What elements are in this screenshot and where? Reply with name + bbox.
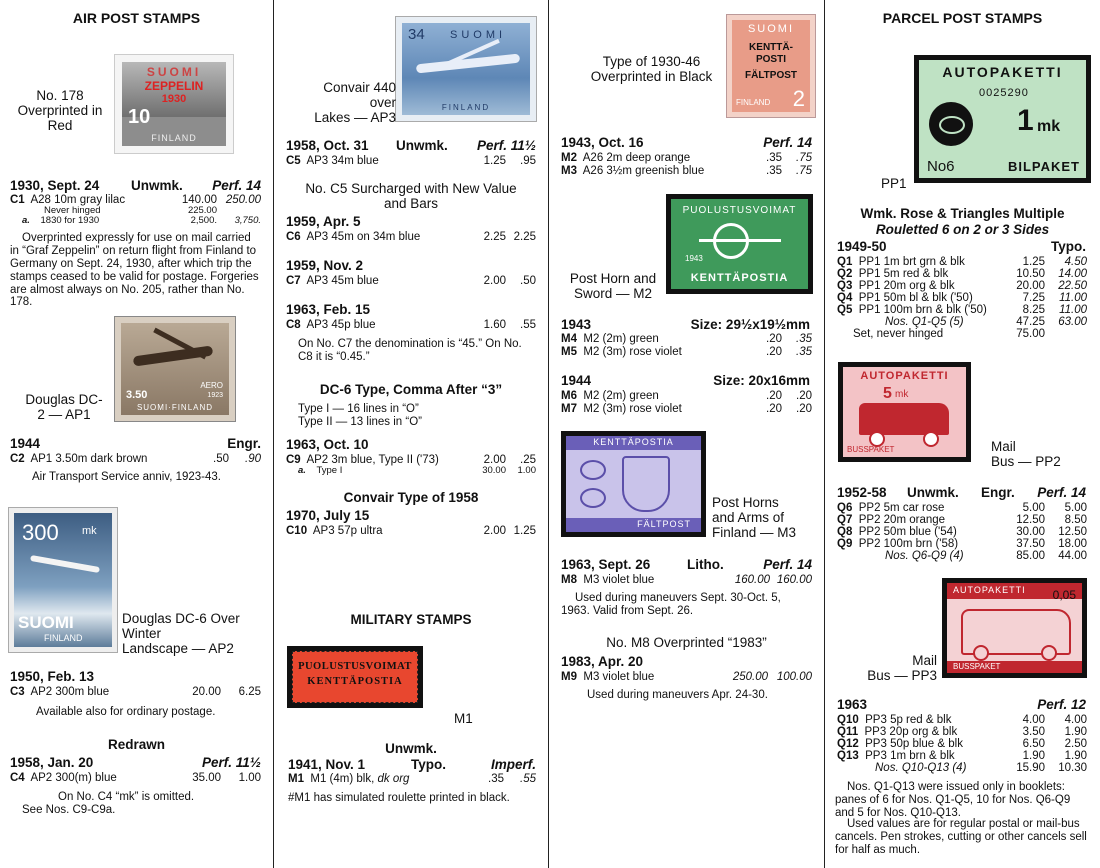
watermark: Unwmk. [131,178,183,193]
catalog-row-subnote: Never hinged 225.00 [44,205,217,216]
note: Overprinted expressly for use on mail carried in “Graf Zeppelin” on return flight from Finland to Germany on Sept. 24, 1930, after which trip the stamps ceased to be valid for postage. Forgeries are almost always on No. 205, rather than No. 178. [10,232,259,309]
stamp-text: No6 [927,157,955,175]
stamp-size: Size: 20x16mm [713,373,810,388]
catalog-row-variety: a. Type I 30.00 1.00 [298,465,536,476]
stamp-image-kentta-posti [726,14,816,118]
note: Type II — 13 lines in “O” [298,416,422,428]
catalog-row: Q11 PP3 20p org & blk 3.50 1.90 [837,726,1087,738]
catalog-row: C2 AP1 3.50m dark brown .50 .90 [10,453,261,465]
catalog-row: M3 A26 3½m greenish blue .35 .75 [561,165,812,177]
stamp-image-zeppelin [114,54,234,154]
catalog-row: Q2 PP1 5m red & blk 10.50 14.00 [837,268,1087,280]
stamp-image-convair [395,16,537,122]
stamp-text: 1923 [207,392,223,400]
stamp-text: FINLAND [151,133,197,144]
stamp-text: BUSSPAKET [847,445,895,455]
perforation: Perf. 14 [763,135,812,150]
stamp-text: AUTOPAKETTI [860,370,949,382]
catalog-row: Q6 PP2 5m car rose 5.00 5.00 [837,502,1087,514]
stamp-caption: Post Horn and Sword — M2 [569,271,657,301]
perforation: Perf. 14 [1037,485,1086,500]
stamp-value: 1 [1017,104,1034,137]
issue-date: 1959, Apr. 5 [286,214,361,229]
section-header: MILITARY STAMPS [350,612,472,627]
column-air-post [0,0,273,868]
stamp-text: BUSSPAKET [953,662,1001,672]
perforation: Perf. 14 [763,557,812,572]
issue-date: 1958, Jan. 20 [10,755,94,770]
stamp-caption: PP1 [881,176,907,191]
stamp-text: AUTOPAKETTI [942,64,1063,80]
stamp-value: 5 [883,385,892,402]
perforation: Perf. 11½ [201,755,261,770]
stamp-value: 2 [792,85,805,111]
perforation: Perf. 11½ [476,138,536,153]
catalog-row: C4 AP2 300(m) blue 35.00 1.00 [10,772,261,784]
stamp-text: SUOMI [747,23,795,35]
subsection-header: No. C5 Surcharged with New Value and Bars [305,181,517,211]
subsection-header: Wmk. Rose & Triangles Multiple [860,206,1065,221]
watermark: Unwmk. [396,138,448,153]
stamp-text: FÄLTPOST [637,519,691,530]
stamp-caption: Type of 1930-46 Overprinted in Black [590,54,713,84]
issue-date: 1949-50 [837,239,887,254]
stamp-image-mail-bus-pp3 [942,578,1087,678]
issue-date: 1944 [561,373,592,388]
catalog-row: C7 AP3 45m blue 2.00 .50 [286,275,536,287]
printing-method: Litho. [687,557,724,572]
subsection-header: Unwmk. [385,741,437,756]
stamp-overprint-year: 1930 [161,93,187,105]
stamp-unit: mk [895,389,909,400]
catalog-row: Q1 PP1 1m brt grn & blk 1.25 4.50 [837,256,1087,268]
issue-date: 1930, Sept. 24 [10,178,100,193]
stamp-text: KENTTÄPOSTIA [307,676,403,687]
printing-method: Engr. [981,485,1015,500]
issue-date: 1963, Sept. 26 [561,557,651,572]
issue-date: 1943, Oct. 16 [561,135,644,150]
stamp-caption: Mail Bus — PP2 [991,439,1061,469]
catalog-row: M1 M1 (4m) blk, dk org .35 .55 [288,773,536,785]
note: Nos. Q1-Q13 were issued only in booklets: panes of 6 for Nos. Q1-Q5, 10 for Nos. Q6-Q9 and 5 for Nos. Q10-Q13. [835,781,1071,819]
issue-date: 1963 [837,697,868,712]
issue-date: 1963, Oct. 10 [286,437,369,452]
catalog-row: M7 M2 (3m) rose violet .20 .20 [561,403,812,415]
stamp-image-post-horns-arms [561,431,706,537]
catalog-row: Q9 PP2 100m brn ('58) 37.50 18.00 [837,538,1087,550]
stamp-image-post-horn-sword [666,194,813,294]
note: Available also for ordinary postage. [36,706,216,718]
issue-date: 1958, Oct. 31 [286,138,369,153]
stamp-image-mail-bus-pp2 [838,362,971,462]
stamp-overprint: POSTI [755,54,786,65]
note: Used during maneuvers Sept. 30-Oct. 5, 1963. Valid from Sept. 26. [561,592,781,617]
stamp-text: FINLAND [736,98,771,108]
stamp-caption: No. 178 Overprinted in Red [17,88,103,133]
stamp-text: KENTTÄPOSTIA [593,437,674,447]
stamp-text: AERO [200,381,223,391]
stamp-value: 300 [22,520,59,545]
catalog-row: Q4 PP1 50m bl & blk ('50) 7.25 11.00 [837,292,1087,304]
catalog-row-set: Nos. Q10-Q13 (4) 15.90 10.30 [875,762,1087,774]
catalog-row: M5 M2 (3m) rose violet .20 .35 [561,346,812,358]
stamp-image-autopaketti-pp1 [914,55,1091,183]
column-air-post-continued [274,0,548,868]
issue-date: 1941, Nov. 1 [288,757,366,772]
watermark: Unwmk. [907,485,959,500]
perforation: Perf. 14 [212,178,261,193]
stamp-overprint: KENTTÄ- [749,42,793,53]
stamp-text: 1943 [685,254,703,263]
stamp-caption: Convair 440 over Lakes — AP3 [314,80,396,125]
catalog-row: Q12 PP3 50p blue & blk 6.50 2.50 [837,738,1087,750]
subsection-header: No. M8 Overprinted “1983” [606,635,767,650]
stamp-caption: M1 [454,711,473,726]
subsection-header: Convair Type of 1958 [343,490,479,505]
stamp-caption: Mail Bus — PP3 [867,653,937,683]
stamp-text: PUOLUSTUSVOIMAT [298,661,412,672]
stamp-text: SUOMI [146,65,202,79]
note: Type I — 16 lines in “O” [298,403,419,415]
stamp-text: SUOMI·FINLAND [136,403,214,413]
column-parcel-post [825,0,1100,868]
stamp-serial: 0025290 [979,87,1029,99]
stamp-value: 34 [408,26,425,43]
stamp-unit: mk [82,525,97,537]
catalog-row: Q10 PP3 5p red & blk 4.00 4.00 [837,714,1087,726]
issue-date: 1970, July 15 [286,508,370,523]
catalog-row: M2 A26 2m deep orange .35 .75 [561,152,812,164]
issue-date: 1963, Feb. 15 [286,302,371,317]
stamp-value: 3.50 [126,388,148,401]
catalog-row: C10 AP3 57p ultra 2.00 1.25 [286,525,536,537]
catalog-row: M8 M3 violet blue 160.00 160.00 [561,574,812,586]
note: On No. C4 “mk” is omitted. [58,791,195,803]
stamp-overprint: ZEPPELIN [144,79,204,93]
stamp-text: SUOMI [450,29,507,41]
printing-method: Engr. [227,436,261,451]
catalog-row: Q5 PP1 100m brn & blk ('50) 8.25 11.00 [837,304,1087,316]
issue-date: 1983, Apr. 20 [561,654,644,669]
stamp-value: 10 [128,106,151,128]
catalog-row: M6 M2 (2m) green .20 .20 [561,390,812,402]
section-header: AIR POST STAMPS [72,10,201,26]
issue-date: 1952-58 [837,485,887,500]
issue-date: 1943 [561,317,592,332]
issue-date: 1950, Feb. 13 [10,669,95,684]
subsection-header: DC-6 Type, Comma After “3” [319,382,503,397]
stamp-caption: Post Horns and Arms of Finland — M3 [712,495,797,540]
note: See Nos. C9-C9a. [22,804,116,816]
stamp-text: PUOLUSTUSVOIMAT [682,205,797,216]
catalog-row: Q8 PP2 50m blue ('54) 30.00 12.50 [837,526,1087,538]
note: Used during maneuvers Apr. 24-30. [587,689,768,701]
stamp-unit: mk [1037,118,1061,135]
stamp-size: Size: 29½x19½mm [690,317,810,332]
stamp-overprint: FÄLTPOST [744,70,798,81]
stamp-text: AUTOPAKETTI [953,585,1026,595]
catalog-row: C1 A28 10m gray lilac 140.00 250.00 [10,194,261,206]
catalog-row: Q7 PP2 20m orange 12.50 8.50 [837,514,1087,526]
subsection-header: Redrawn [107,737,165,752]
stamp-image-douglas-dc2 [114,316,236,422]
catalog-row: M4 M2 (2m) green .20 .35 [561,333,812,345]
catalog-row: C8 AP3 45p blue 1.60 .55 [286,319,536,331]
catalog-row: M9 M3 violet blue 250.00 100.00 [561,671,812,683]
stamp-text: BILPAKET [1007,158,1080,174]
catalog-row: Q3 PP1 20m org & blk 20.00 22.50 [837,280,1087,292]
catalog-row: C5 AP3 34m blue 1.25 .95 [286,155,536,167]
issue-date: 1944 [10,436,41,451]
printing-method: Typo. [411,757,446,772]
column-military-stamps [549,0,824,868]
catalog-row-set: Nos. Q6-Q9 (4) 85.00 44.00 [885,550,1087,562]
catalog-row: Q13 PP3 1m brn & blk 1.90 1.90 [837,750,1087,762]
subsection-header: Rouletted 6 on 2 or 3 Sides [875,222,1050,237]
stamp-text: FINLAND [441,103,491,113]
catalog-row-variety: a. 1830 for 1930 2,500. 3,750. [22,215,261,226]
catalog-row: C6 AP3 45m on 34m blue 2.25 2.25 [286,231,536,243]
section-header: PARCEL POST STAMPS [882,10,1043,26]
note: On No. C7 the denomination is “45.” On No. C8 it is “0.45.” [298,338,522,363]
catalog-row-set: Set, never hinged 75.00 [853,328,1045,340]
stamp-image-m1 [287,646,423,708]
stamp-image-dc6-winter [8,507,118,653]
catalog-row: C9 AP2 3m blue, Type II ('73) 2.00 .25 [286,454,536,466]
stamp-text: SUOMI [18,613,74,633]
perforation: Perf. 12 [1037,697,1086,712]
stamp-caption: Douglas DC-6 Over Winter Landscape — AP2 [122,611,240,656]
issue-date: 1959, Nov. 2 [286,258,364,273]
catalog-row-set: Nos. Q1-Q5 (5) 47.25 63.00 [885,316,1087,328]
printing-method: Typo. [1051,239,1086,254]
catalog-row: C3 AP2 300m blue 20.00 6.25 [10,686,261,698]
stamp-caption: Douglas DC- 2 — AP1 [25,392,103,422]
stamp-value: 0,05 [1052,588,1076,602]
stamp-text: KENTTÄPOSTIA [690,271,789,284]
note: #M1 has simulated roulette printed in black. [288,792,510,804]
stamp-text: FINLAND [44,633,83,644]
note: Used values are for regular postal or mail-bus cancels. Pen strokes, cutting or other cancels sell for half as much. [835,818,1087,856]
perforation: Imperf. [490,757,536,772]
note: Air Transport Service anniv, 1923-43. [32,471,221,483]
